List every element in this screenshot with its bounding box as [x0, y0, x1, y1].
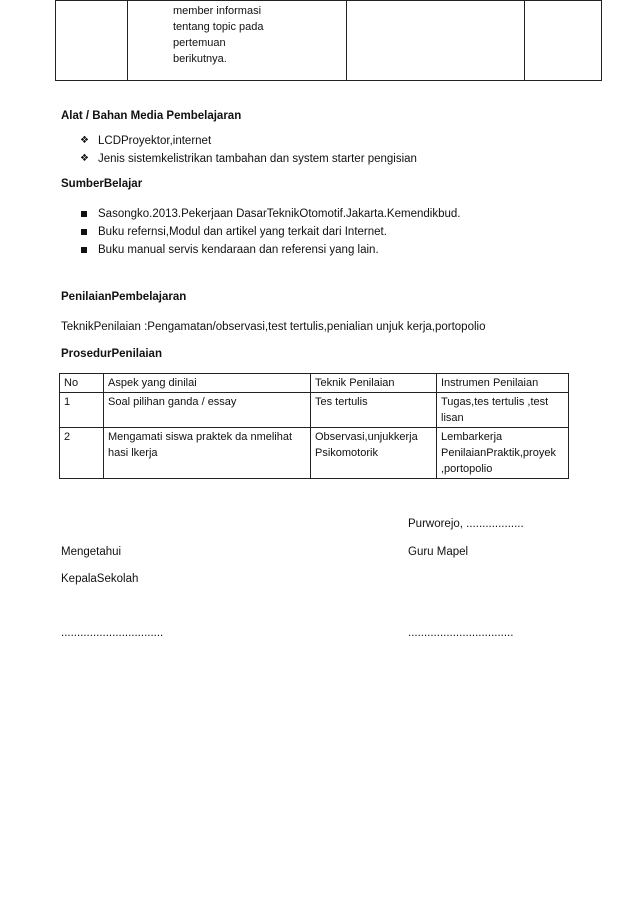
cell-line: berikutnya.	[173, 53, 227, 65]
table-cell: 2	[60, 428, 104, 479]
left-signature-title: KepalaSekolah	[61, 573, 139, 585]
square-bullet-icon	[81, 247, 87, 253]
column-header: Teknik Penilaian	[311, 374, 437, 393]
table-cell	[437, 393, 569, 428]
cell-line: tentang topic pada	[173, 21, 264, 33]
diamond-bullet-icon: ❖	[80, 135, 89, 146]
cell-line: Observasi,unjukkerja	[315, 431, 418, 443]
table-cell	[56, 1, 128, 81]
list-item	[78, 223, 460, 241]
table-cell	[128, 1, 347, 81]
list-item-text: Jenis sistemkelistrikan tambahan dan system starter pengisian	[98, 153, 417, 165]
media-list	[78, 132, 417, 168]
technique-text: TeknikPenilaian :Pengamatan/observasi,test tertulis,penialian unjuk kerja,portopolio	[61, 321, 486, 333]
cell-line: Tugas,tes tertulis ,test	[441, 396, 549, 408]
table-cell: 1	[60, 393, 104, 428]
column-header: Instrumen Penilaian	[437, 374, 569, 393]
top-table-fragment	[55, 0, 602, 81]
table-row	[60, 428, 569, 479]
cell-line: Mengamati siswa praktek da nmelihat	[108, 431, 293, 443]
table-cell	[437, 428, 569, 479]
table-cell	[525, 1, 602, 81]
cell-line: Psikomotorik	[315, 447, 378, 459]
cell-line: lisan	[441, 412, 464, 424]
column-header: No	[60, 374, 104, 393]
diamond-bullet-icon: ❖	[80, 153, 89, 164]
list-item-text: Sasongko.2013.Pekerjaan DasarTeknikOtomotif.Jakarta.Kemendikbud.	[98, 208, 461, 220]
right-signature-line: .................................	[408, 627, 514, 639]
sources-list	[78, 205, 460, 259]
square-bullet-icon	[81, 229, 87, 235]
left-signature-label: Mengetahui	[61, 546, 122, 558]
table-row	[60, 393, 569, 428]
cell-line: Lembarkerja	[441, 431, 503, 443]
media-heading: Alat / Bahan Media Pembelajaran	[61, 110, 242, 122]
list-item	[78, 132, 417, 150]
cell-line: ,portopolio	[441, 463, 493, 475]
list-item	[78, 205, 460, 223]
column-header: Aspek yang dinilai	[104, 374, 311, 393]
sources-heading: SumberBelajar	[61, 178, 143, 190]
cell-line: PenilaianPraktik,proyek	[441, 447, 556, 459]
list-item-text: Buku refernsi,Modul dan artikel yang terkait dari Internet.	[98, 226, 387, 238]
cell-line: hasi lkerja	[108, 447, 158, 459]
table-cell	[104, 393, 311, 428]
list-item	[78, 241, 460, 259]
place-date: Purworejo, ..................	[408, 518, 524, 530]
left-signature-line: ................................	[61, 627, 164, 639]
table-cell	[311, 393, 437, 428]
table-cell	[104, 428, 311, 479]
table-header-row	[60, 374, 569, 393]
list-item	[78, 150, 417, 168]
list-item-text: Buku manual servis kendaraan dan referensi yang lain.	[98, 244, 379, 256]
assessment-heading: PenilaianPembelajaran	[61, 291, 187, 303]
procedure-heading: ProsedurPenilaian	[61, 348, 162, 360]
cell-line: Tes tertulis	[315, 396, 368, 408]
table-cell	[311, 428, 437, 479]
square-bullet-icon	[81, 211, 87, 217]
right-signature-label: Guru Mapel	[408, 546, 469, 558]
table-row	[56, 1, 602, 81]
table-cell	[347, 1, 525, 81]
cell-line: pertemuan	[173, 37, 226, 49]
cell-line: Soal pilihan ganda / essay	[108, 396, 237, 408]
cell-line: member informasi	[173, 5, 262, 17]
list-item-text: LCDProyektor,internet	[98, 135, 212, 147]
assessment-table	[59, 373, 569, 479]
